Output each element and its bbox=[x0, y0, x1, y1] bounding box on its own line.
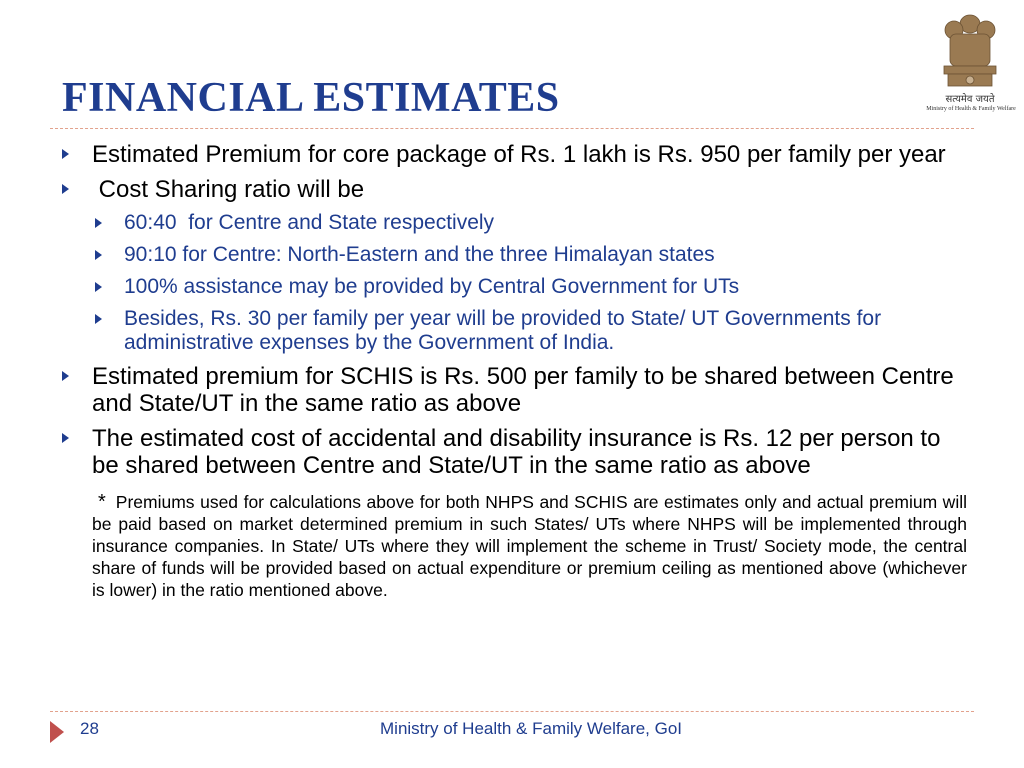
bullet-list bbox=[62, 141, 967, 601]
bullet-cost-sharing bbox=[62, 176, 967, 203]
sub-bullet-text: 100% assistance may be provided by Central Government for UTs bbox=[124, 275, 740, 298]
sub-bullet-60-40 bbox=[62, 211, 967, 235]
sub-bullet-arrow-icon bbox=[95, 218, 102, 228]
sub-bullet-90-10 bbox=[62, 243, 967, 267]
footer-divider bbox=[50, 711, 974, 712]
bullet-arrow-icon bbox=[62, 371, 69, 381]
national-emblem-icon bbox=[918, 4, 1022, 116]
bullet-text: Cost Sharing ratio will be bbox=[92, 176, 365, 203]
sub-bullet-text: Besides, Rs. 30 per family per year will be provided to State/ UT Governments for administrative expenses by the Government of India. bbox=[124, 307, 882, 354]
sub-bullet-admin-expenses bbox=[62, 307, 967, 355]
footnote-text: Premiums used for calculations above for both NHPS and SCHIS are estimates only and actual premium will be paid based on market determined premium in such States/ UTs where NHPS will be implemented through insurance companies. In State/ UTs where they will implement the scheme in Trust/ Society mode, the central share of funds will be provided based on actual expenditure or premium ceiling as mentioned above (whichever is lower) in the ratio mentioned above. bbox=[92, 492, 967, 600]
bullet-premium-core bbox=[62, 141, 967, 168]
footnote bbox=[92, 491, 967, 601]
sub-bullet-arrow-icon bbox=[95, 282, 102, 292]
bullet-text: The estimated cost of accidental and disability insurance is Rs. 12 per person to be shared between Centre and State/UT in the same ratio as above bbox=[92, 425, 941, 479]
bullet-arrow-icon bbox=[62, 433, 69, 443]
emblem-motto: सत्यमेव जयते bbox=[945, 94, 995, 105]
bullet-arrow-icon bbox=[62, 184, 69, 194]
title-divider bbox=[50, 128, 974, 129]
footnote-marker: * bbox=[98, 491, 106, 513]
page-number: 28 bbox=[80, 719, 99, 738]
bullet-text: Estimated premium for SCHIS is Rs. 500 per family to be shared between Centre and State/UT in the same ratio as above bbox=[92, 363, 954, 417]
bullet-text: Estimated Premium for core package of Rs. 1 lakh is Rs. 950 per family per year bbox=[92, 141, 946, 168]
bullet-schis-premium bbox=[62, 363, 967, 417]
sub-bullet-arrow-icon bbox=[95, 250, 102, 260]
bullet-accident-insurance bbox=[62, 425, 967, 479]
sub-bullet-text: 90:10 for Centre: North-Eastern and the three Himalayan states bbox=[124, 243, 715, 266]
footer-ministry: Ministry of Health & Family Welfare, GoI bbox=[380, 719, 682, 738]
sub-bullet-arrow-icon bbox=[95, 314, 102, 324]
bullet-arrow-icon bbox=[62, 149, 69, 159]
slide-title: FINANCIAL ESTIMATES bbox=[62, 75, 560, 121]
sub-bullet-100-percent bbox=[62, 275, 967, 299]
emblem-ministry-label: Ministry of Health & Family Welfare bbox=[926, 106, 1016, 112]
footer-arrow-icon bbox=[50, 721, 64, 743]
sub-bullet-text: 60:40 for Centre and State respectively bbox=[124, 211, 495, 234]
